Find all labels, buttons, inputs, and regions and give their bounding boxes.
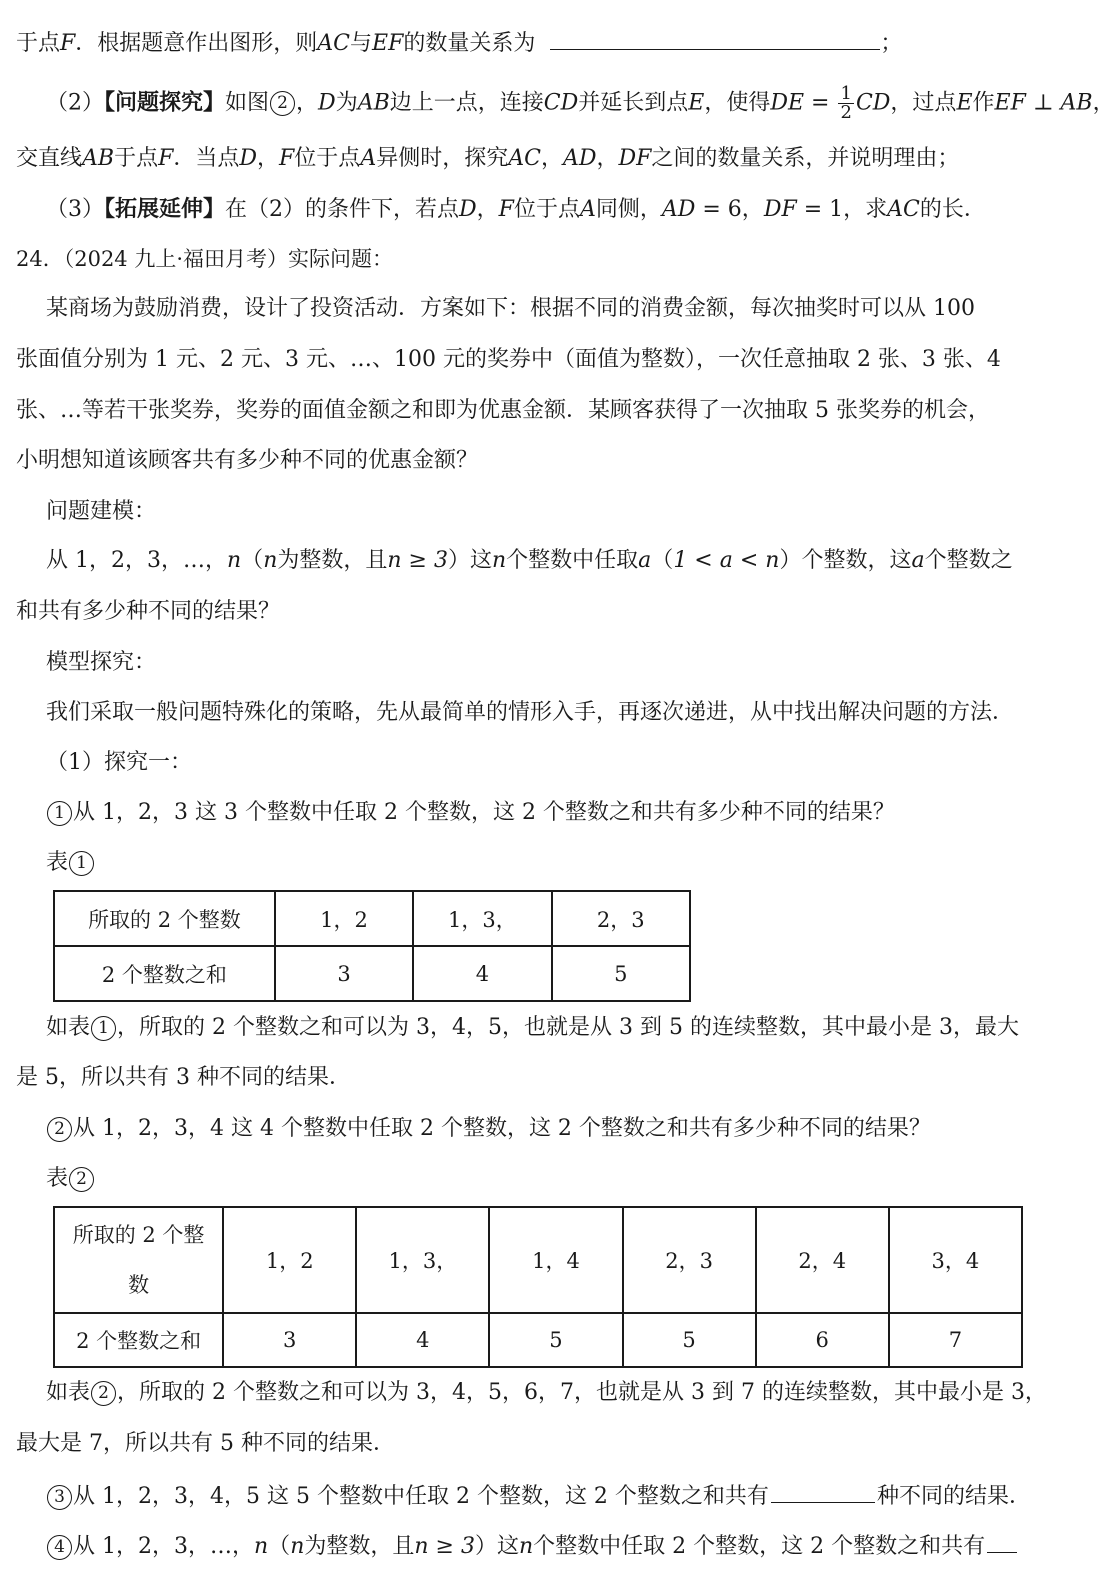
text: ，所取的 2 个整数之和可以为 3，4，5，也就是从 3 到 5 的连续整数，其中最小是 3，最大 [117, 1015, 1019, 1040]
text: 个整数中任取 2 个整数，这 2 个整数之和共有 [533, 1534, 986, 1559]
table-header-cell: 2 个整数之和 [54, 1313, 223, 1367]
text: ，使得 [704, 90, 771, 116]
text: 于点 [114, 146, 159, 171]
math-var: DE [770, 90, 805, 116]
text: 从 1，2，3 这 3 个整数中任取 2 个整数，这 2 个整数之和共有多少种不同的结果？ [73, 800, 895, 825]
circled-number: 3 [47, 1485, 72, 1510]
table-cell: 1，3， [413, 891, 551, 946]
section-label-modeling: 问题建模： [46, 499, 157, 524]
text: 之间的数量关系，并说明理由； [651, 146, 960, 171]
fraction-denominator: 2 [840, 102, 852, 123]
text: ，过点 [890, 90, 957, 116]
table-cell: 5 [623, 1313, 756, 1367]
math-expr: 1 < a < n [673, 548, 780, 573]
math-var: AC [508, 146, 541, 171]
table-cell: 4 [413, 946, 551, 1001]
math-var: AB [357, 90, 390, 116]
table-cell: 2，4 [756, 1207, 889, 1313]
text: 从 1，2，3，…， [73, 1534, 254, 1559]
part-number: （2） [46, 90, 104, 116]
circled-number: 1 [91, 1016, 116, 1041]
paragraph-line: 我们采取一般问题特殊化的策略，先从最简单的情形入手，再逐次递进，从中找出解决问题的方法． [46, 700, 1015, 725]
problem-23-part3 [46, 194, 1062, 224]
table-1 [53, 890, 691, 1002]
text: 如表 [46, 1380, 91, 1405]
exploration-question-2 [46, 1114, 1062, 1144]
text: 表 [46, 1166, 69, 1191]
table-cell: 6 [756, 1313, 889, 1367]
text: 表 [46, 850, 69, 875]
table-cell: 3 [275, 946, 413, 1001]
math-var: D [239, 146, 258, 171]
exploration-question-3 [46, 1480, 1062, 1510]
math-var: a [638, 548, 652, 573]
table-header-line: 所取的 2 个整 [72, 1223, 205, 1247]
part-heading: （1）探究一： [46, 750, 192, 775]
text: 个整数之 [924, 548, 1013, 573]
paragraph-line: 是 5，所以共有 3 种不同的结果． [16, 1065, 351, 1090]
problem-23-part2-cont [16, 144, 1062, 174]
table-cell: 1，2 [223, 1207, 356, 1313]
text: ）这 [474, 1534, 519, 1559]
table-cell: 2，3 [552, 891, 690, 946]
math-var: D [318, 90, 336, 116]
math-var: AB [82, 146, 115, 171]
text: 与 [350, 31, 373, 56]
text: ， [296, 90, 319, 116]
math-var: EF [372, 31, 404, 56]
math-var: CD [855, 90, 891, 116]
text: 作 [972, 90, 995, 116]
math-var: AC [317, 31, 351, 56]
math-var: F [279, 146, 295, 171]
text: 同侧， [595, 197, 662, 222]
text: ）个整数，这 [779, 548, 912, 573]
table-cell: 3，4 [889, 1207, 1022, 1313]
math-var: n [254, 1534, 269, 1559]
text: （ [241, 548, 264, 573]
text: 的数量关系为 [403, 31, 536, 56]
table-row [54, 891, 690, 946]
circled-number: 2 [69, 1167, 94, 1192]
answer-blank[interactable] [550, 27, 880, 50]
text: ， [257, 146, 280, 171]
math-var: E [956, 90, 973, 116]
section-heading: 【问题探究】 [104, 89, 226, 116]
table-cell: 1，2 [275, 891, 413, 946]
text: ．根据题意作出图形，则 [75, 31, 318, 56]
circled-number: 1 [69, 851, 94, 876]
math-var: A [579, 197, 596, 222]
text: = 1，求 [796, 197, 888, 222]
paragraph-line: 和共有多少种不同的结果？ [16, 599, 281, 624]
text: 为整数，且 [304, 1534, 415, 1559]
math-var: n [290, 1534, 305, 1559]
paragraph-line: 张、…等若干张奖券，奖券的面值金额之和即为优惠金额．某顾客获得了一次抽取 5 张奖券的机会， [16, 398, 990, 423]
math-expr: EF ⊥ AB [994, 90, 1093, 116]
circled-number: 4 [47, 1535, 72, 1560]
text: 为 [335, 90, 358, 116]
table-cell: 3 [223, 1313, 356, 1367]
table-header-line: 数 [128, 1273, 150, 1297]
text: 从 1，2，3，4，5 这 5 个整数中任取 2 个整数，这 2 个整数之和共有 [73, 1484, 769, 1509]
table-row [54, 946, 690, 1001]
text: 于点 [16, 31, 61, 56]
text: ， [1092, 90, 1115, 116]
paragraph-line: 最大是 7，所以共有 5 种不同的结果． [16, 1431, 395, 1456]
text: 为整数，且 [277, 548, 388, 573]
math-var: n [491, 548, 507, 573]
circled-number: 2 [91, 1381, 116, 1406]
text: 从 1，2，3，…， [46, 548, 227, 573]
paragraph-line: 张面值分别为 1 元、2 元、3 元、…、100 元的奖券中（面值为整数），一次任意抽取 2 张、3 张、4 [16, 347, 1001, 372]
text: 边上一点，连接 [389, 90, 544, 116]
math-var: AD [562, 146, 597, 171]
text: ， [540, 146, 563, 171]
math-var: F [498, 197, 514, 222]
table-cell: 4 [356, 1313, 489, 1367]
table-header-cell [54, 1207, 223, 1313]
math-var: DF [763, 197, 797, 222]
problem-23-part1-tail [16, 27, 1062, 57]
section-heading: 【拓展延伸】 [104, 196, 226, 222]
text: ．当点 [173, 146, 240, 171]
problem-24-heading: 24．（2024 九上·福田月考）实际问题： [16, 247, 394, 271]
table-cell: 1，3， [356, 1207, 489, 1313]
text: = 6， [695, 197, 764, 222]
exploration-question-1 [46, 798, 1062, 828]
circled-number: 1 [47, 801, 72, 826]
text: 并延长到点 [578, 90, 689, 116]
text: ）这 [447, 548, 492, 573]
text: 如表 [46, 1015, 91, 1040]
math-op: = [804, 90, 837, 116]
math-var: AC [887, 197, 920, 222]
circled-number: 2 [270, 91, 295, 116]
exploration-question-4 [46, 1530, 1062, 1560]
table-header-cell: 所取的 2 个整数 [54, 891, 275, 946]
table-header-cell: 2 个整数之和 [54, 946, 275, 1001]
text: ， [596, 146, 619, 171]
section-label-exploration: 模型探究： [46, 650, 157, 675]
table-caption [46, 1164, 1062, 1194]
table-caption [46, 848, 1062, 878]
text: 从 1，2，3，4 这 4 个整数中任取 2 个整数，这 2 个整数之和共有多少种不同的结果？ [73, 1116, 931, 1141]
table-cell: 5 [552, 946, 690, 1001]
text: 异侧时，探究 [376, 146, 509, 171]
problem-23-part2 [46, 83, 1115, 123]
math-expr: n ≥ 3 [387, 548, 448, 573]
text: 交直线 [16, 146, 83, 171]
math-var: DF [618, 146, 652, 171]
table-cell: 7 [889, 1313, 1022, 1367]
table-cell: 2，3 [623, 1207, 756, 1313]
text: 在（2）的条件下，若点 [225, 197, 460, 222]
text: 如图 [225, 90, 270, 116]
modeling-statement [46, 546, 1062, 576]
table-2 [53, 1206, 1023, 1368]
part-number: （3） [46, 197, 104, 222]
text: 种不同的结果． [876, 1484, 1031, 1509]
table-cell: 5 [489, 1313, 622, 1367]
math-var: E [688, 90, 705, 116]
text: 位于点 [513, 197, 580, 222]
answer-blank[interactable] [987, 1530, 1017, 1553]
table-row [54, 1207, 1022, 1313]
math-var: F [60, 31, 76, 56]
text: 位于点 [294, 146, 361, 171]
math-var: CD [543, 90, 579, 116]
math-var: F [158, 146, 174, 171]
paragraph-line: 小明想知道该顾客共有多少种不同的优惠金额？ [16, 448, 479, 473]
paragraph-line [46, 1013, 1062, 1043]
paragraph-line [46, 1378, 1062, 1408]
text: ，所取的 2 个整数之和可以为 3，4，5，6，7，也就是从 3 到 7 的连续整数，其中最小是 3， [117, 1380, 1047, 1405]
math-var: n [518, 1534, 534, 1559]
table-row [54, 1313, 1022, 1367]
text: （ [268, 1534, 291, 1559]
answer-blank[interactable] [771, 1480, 875, 1503]
text: （ [651, 548, 674, 573]
math-expr: n ≥ 3 [414, 1534, 475, 1559]
fraction-numerator: 1 [840, 83, 852, 104]
math-var: AD [661, 197, 696, 222]
text: 的长． [919, 197, 986, 222]
table-cell: 1，4 [489, 1207, 622, 1313]
fraction [838, 85, 853, 122]
math-var: D [459, 197, 477, 222]
paragraph-line: 某商场为鼓励消费，设计了投资活动．方案如下：根据不同的消费金额，每次抽奖时可以从 100 [46, 296, 975, 321]
circled-number: 2 [47, 1117, 72, 1142]
text: ； [880, 31, 903, 56]
math-var: a [911, 548, 925, 573]
text: ， [476, 197, 499, 222]
math-var: n [263, 548, 278, 573]
math-var: n [227, 548, 242, 573]
text: 个整数中任取 [506, 548, 639, 573]
math-var: A [360, 146, 377, 171]
